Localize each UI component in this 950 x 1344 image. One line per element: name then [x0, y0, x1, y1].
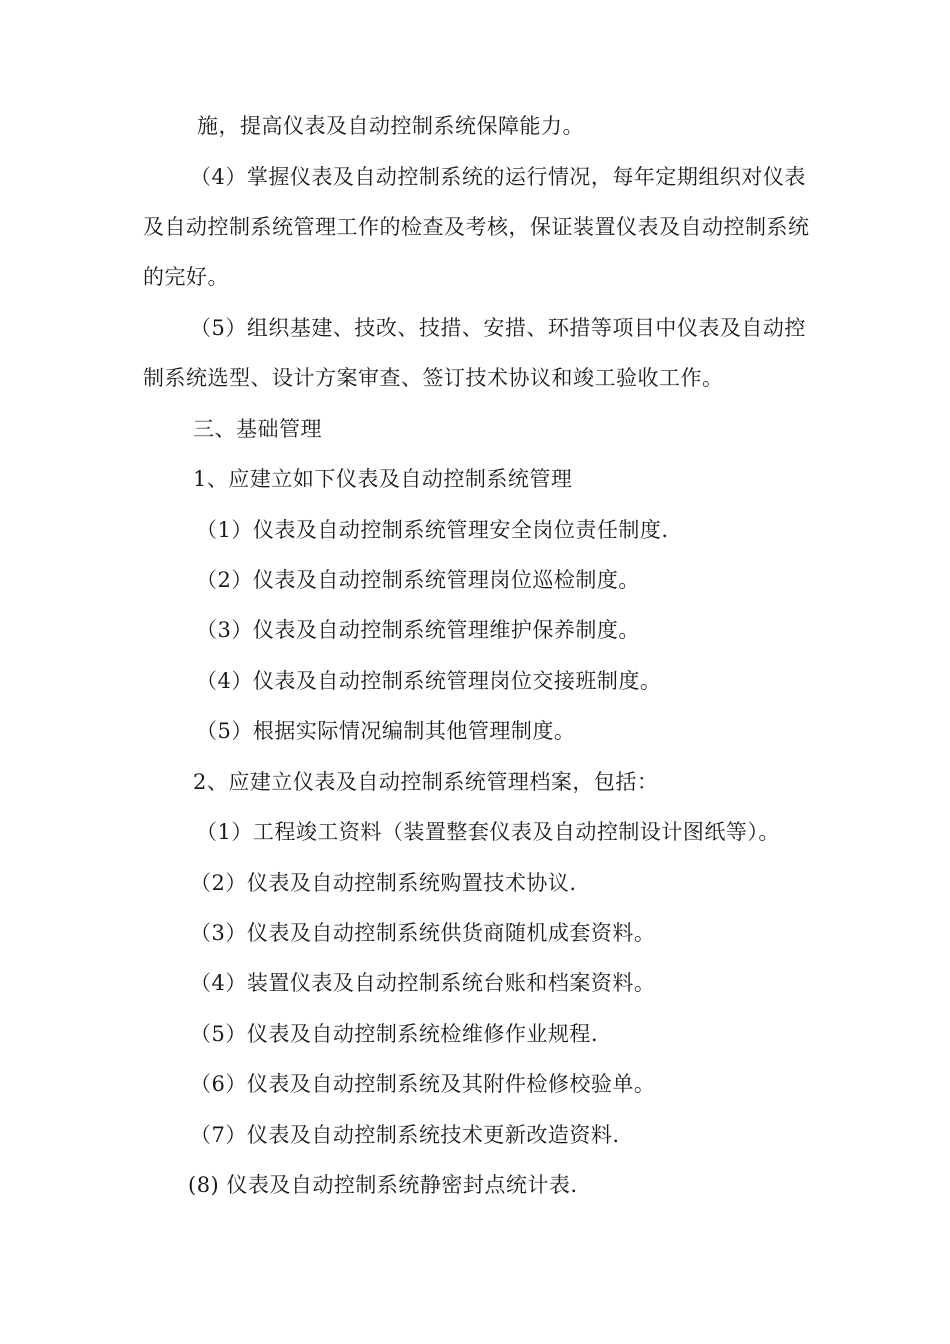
- list-item: （5）仪表及自动控制系统检维修作业规程.: [190, 1022, 599, 1046]
- list-item: （4）装置仪表及自动控制系统台账和档案资料。: [190, 971, 656, 995]
- list-item: （1）工程竣工资料（装置整套仪表及自动控制设计图纸等）。: [196, 820, 780, 844]
- list-item: （4）仪表及自动控制系统管理岗位交接班制度。: [196, 669, 662, 693]
- paragraph-line: （4）掌握仪表及自动控制系统的运行情况，每年定期组织对仪表: [190, 165, 806, 189]
- list-item: （3）仪表及自动控制系统供货商随机成套资料。: [190, 921, 656, 945]
- list-item: （2）仪表及自动控制系统管理岗位巡检制度。: [196, 568, 640, 592]
- paragraph-line: （5）组织基建、技改、技措、安措、环措等项目中仪表及自动控: [190, 316, 806, 340]
- list-item: （6）仪表及自动控制系统及其附件检修校验单。: [190, 1072, 656, 1096]
- list-item: （2）仪表及自动控制系统购置技术协议.: [190, 871, 577, 895]
- list-item: （1）仪表及自动控制系统管理安全岗位责任制度.: [196, 518, 669, 542]
- subsection-heading: 1、应建立如下仪表及自动控制系统管理: [193, 467, 573, 491]
- list-item: (8) 仪表及自动控制系统静密封点统计表.: [188, 1173, 578, 1197]
- list-item: （5）根据实际情况编制其他管理制度。: [196, 719, 576, 743]
- section-heading: 三、基础管理: [193, 417, 322, 441]
- paragraph-line: 的完好。: [143, 265, 229, 289]
- list-item: （3）仪表及自动控制系统管理维护保养制度。: [196, 618, 640, 642]
- list-item: （7）仪表及自动控制系统技术更新改造资料.: [190, 1123, 620, 1147]
- subsection-heading: 2、应建立仪表及自动控制系统管理档案，包括：: [193, 770, 659, 794]
- paragraph-line: 制系统选型、设计方案审查、签订技术协议和竣工验收工作。: [143, 366, 724, 390]
- paragraph-line: 及自动控制系统管理工作的检查及考核，保证装置仪表及自动控制系统: [143, 215, 810, 239]
- paragraph-line: 施，提高仪表及自动控制系统保障能力。: [197, 114, 584, 138]
